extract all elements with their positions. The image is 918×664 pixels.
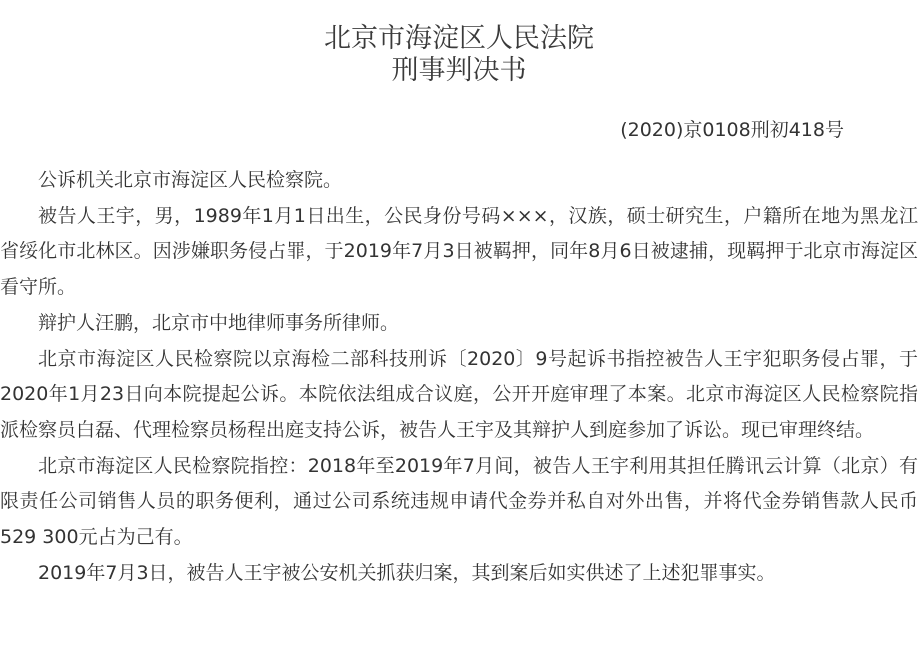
paragraph-procedure: 北京市海淀区人民检察院以京海检二部科技刑诉〔2020〕9号起诉书指控被告人王宇犯职务侵占罪，于2020年1月23日向本院提起公诉。本院依法组成合议庭，公开开庭审理了本案。北京市海淀区人民检察院指派检察员白磊、代理检察员杨程出庭支持公诉，被告人王宇及其辩护人到庭参加了诉讼。现已审理终结。 [0, 347, 918, 441]
document-type-title: 刑事判决书 [391, 55, 527, 86]
court-name-title: 北京市海淀区人民法院 [324, 23, 594, 54]
paragraph-defense-counsel: 辩护人汪鹏，北京市中地律师事务所律师。 [38, 311, 400, 334]
paragraph-charges: 北京市海淀区人民检察院指控：2018年至2019年7月间，被告人王宇利用其担任腾讯云计算（北京）有限责任公司销售人员的职务便利，通过公司系统违规申请代金券并私自对外出售，并将代金券销售款人民币529 300元占为己有。 [0, 454, 918, 549]
case-number: (2020)京0108刑初418号 [620, 119, 844, 141]
judgment-body [0, 163, 918, 591]
paragraph-prosecutor: 公诉机关北京市海淀区人民检察院。 [38, 169, 343, 191]
paragraph-defendant: 被告人王宇，男，1989年1月1日出生，公民身份号码×××，汉族，硕士研究生，户籍所在地为黑龙江省绥化市北林区。因涉嫌职务侵占罪，于2019年7月3日被羁押，同年8月6日被逮捕，现羁押于北京市海淀区看守所。 [0, 204, 918, 299]
paragraph-arrest: 2019年7月3日，被告人王宇被公安机关抓获归案，其到案后如实供述了上述犯罪事实。 [38, 561, 776, 584]
